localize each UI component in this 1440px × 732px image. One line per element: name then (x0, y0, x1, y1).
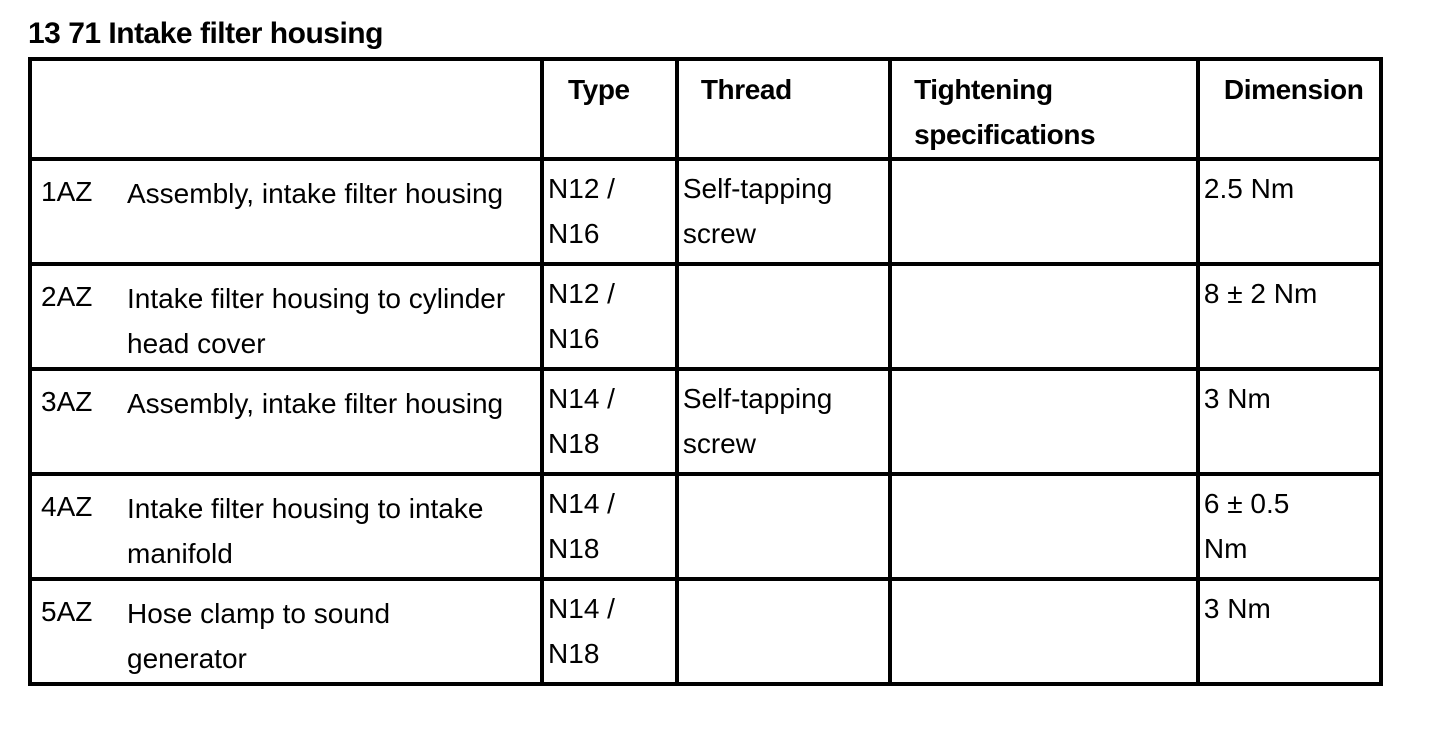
position-description: Assembly, intake filter housing (127, 388, 504, 419)
thread-cell (677, 474, 890, 579)
type-value: N14 / N18 (548, 383, 615, 459)
dimension-value: 2.5 Nm (1203, 173, 1295, 204)
thread-cell (677, 369, 890, 474)
type-cell (542, 369, 677, 474)
position-description: Assembly, intake filter housing (127, 178, 504, 209)
position-cell (30, 579, 542, 684)
header-thread: Thread (677, 59, 890, 159)
type-value: N14 / N18 (548, 488, 615, 564)
position-cell (30, 264, 542, 369)
tightening-spec-table (28, 57, 1383, 686)
header-tightening-label: Tightening specifications (914, 74, 1096, 150)
position-cell (30, 369, 542, 474)
tightening-cell (890, 474, 1198, 579)
type-value: N12 / N16 (548, 173, 615, 249)
tightening-cell (890, 159, 1198, 264)
dimension-value: 3 Nm (1203, 383, 1271, 414)
position-cell (30, 159, 542, 264)
table-row (30, 159, 1381, 264)
position-code: 1AZ (41, 176, 93, 207)
dimension-cell (1198, 579, 1381, 684)
type-value: N12 / N16 (548, 278, 615, 354)
position-code: 3AZ (41, 386, 93, 417)
dimension-value: 8 ± 2 Nm (1203, 278, 1318, 309)
thread-value: Self-tapping screw (682, 173, 833, 249)
position-code: 2AZ (41, 281, 93, 312)
position-description: Intake filter housing to intake manifold (127, 493, 484, 569)
tightening-cell (890, 369, 1198, 474)
dimension-cell (1198, 474, 1381, 579)
dimension-cell (1198, 264, 1381, 369)
header-tightening-specifications (890, 59, 1198, 159)
thread-cell (677, 264, 890, 369)
type-cell (542, 579, 677, 684)
thread-value (679, 476, 883, 481)
page-title: 13 71 Intake filter housing (28, 17, 383, 50)
position-code: 5AZ (41, 596, 93, 627)
dimension-value: 3 Nm (1203, 593, 1271, 624)
type-cell (542, 264, 677, 369)
tightening-cell (890, 579, 1198, 684)
type-cell (542, 159, 677, 264)
header-position-description (30, 59, 542, 159)
type-value: N14 / N18 (548, 593, 615, 669)
dimension-value: 6 ± 0.5 Nm (1203, 488, 1290, 564)
table-row (30, 369, 1381, 474)
table-row (30, 264, 1381, 369)
position-description: Intake filter housing to cylinder head cover (127, 283, 506, 359)
thread-value: Self-tapping screw (682, 383, 833, 459)
thread-cell (677, 159, 890, 264)
position-code: 4AZ (41, 491, 93, 522)
dimension-cell (1198, 369, 1381, 474)
header-dimension: Dimension (1198, 59, 1381, 159)
tightening-cell (890, 264, 1198, 369)
thread-value (679, 581, 883, 586)
thread-value (679, 266, 883, 271)
table-row (30, 579, 1381, 684)
type-cell (542, 474, 677, 579)
table-row (30, 474, 1381, 579)
position-description: Hose clamp to sound generator (127, 598, 391, 674)
thread-cell (677, 579, 890, 684)
dimension-cell (1198, 159, 1381, 264)
header-type: Type (542, 59, 677, 159)
table-header-row (30, 59, 1381, 159)
position-cell (30, 474, 542, 579)
